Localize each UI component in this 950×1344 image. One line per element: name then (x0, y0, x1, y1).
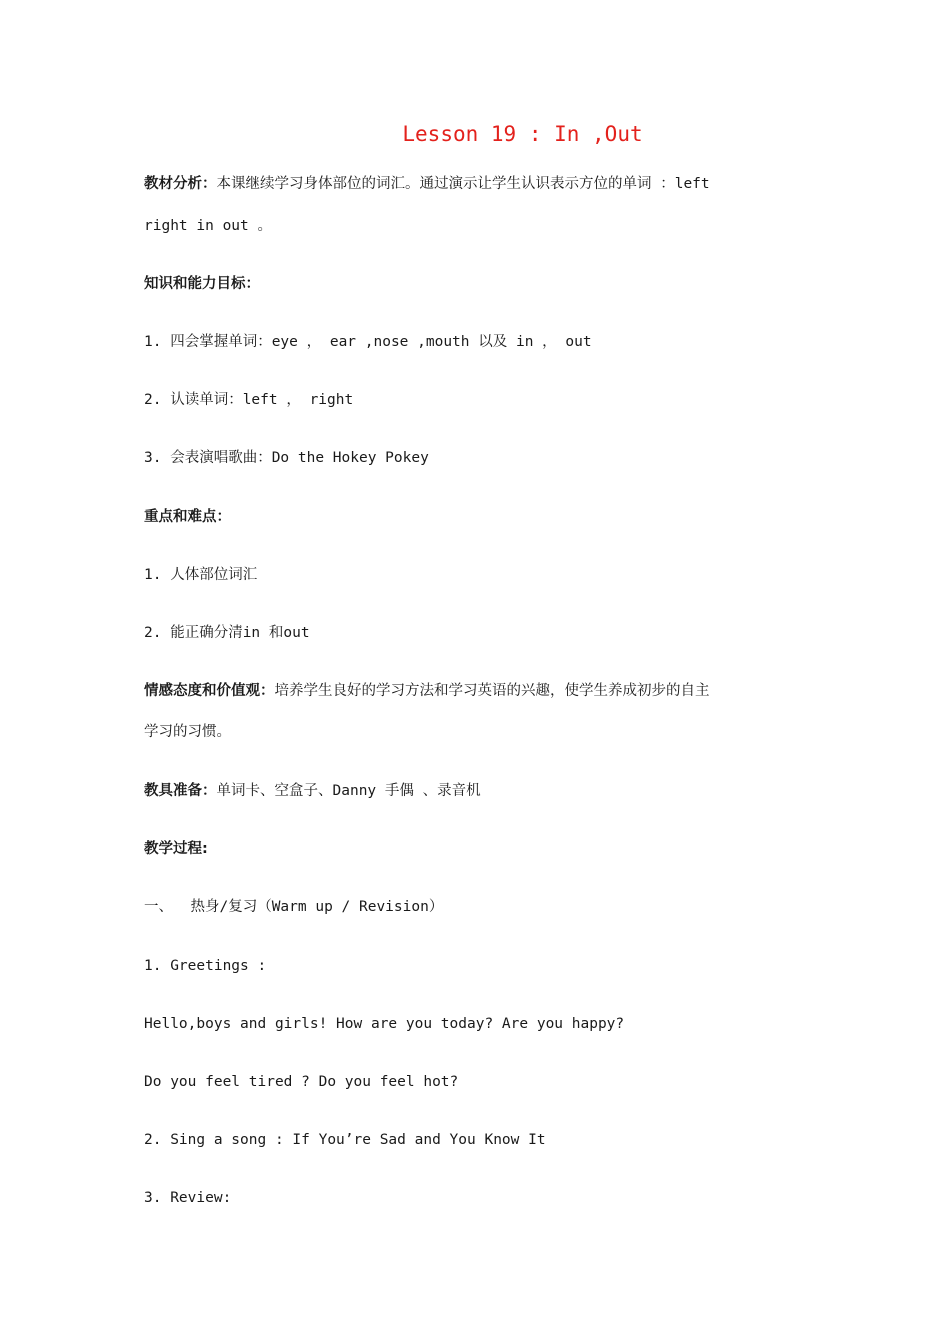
analysis-text: 本课继续学习身体部位的词汇。通过演示让学生认识表示方位的单词 ：left (216, 176, 710, 192)
analysis-label: 教材分析： (144, 176, 217, 192)
values-paragraph (144, 681, 710, 701)
greetings-item: 1. Greetings : (144, 958, 267, 974)
greeting-line: Do you feel tired ? Do you feel hot? (144, 1074, 459, 1090)
sing-song-item: 2. Sing a song : If You’re Sad and You Know It (144, 1132, 546, 1148)
goal-item: 1. 四会掌握单词：eye ， ear ,nose ,mouth 以及 in ， out (144, 334, 592, 350)
lesson-title: Lesson 19 : In ,Out (402, 122, 643, 146)
process-step: 一、 热身/复习（Warm up / Revision） (144, 899, 444, 915)
key-point-item: 1. 人体部位词汇 (144, 567, 258, 583)
analysis-paragraph (144, 174, 710, 194)
key-point-item: 2. 能正确分清in 和out (144, 625, 310, 641)
process-heading: 教学过程: (144, 841, 208, 857)
materials-paragraph (144, 781, 481, 801)
review-item: 3. Review: (144, 1190, 232, 1206)
values-text-continued: 学习的习惯。 (144, 724, 231, 740)
goal-item: 3. 会表演唱歌曲：Do the Hokey Pokey (144, 450, 429, 466)
greeting-line: Hello,boys and girls! How are you today? Are you happy? (144, 1016, 625, 1032)
key-points-heading: 重点和难点： (144, 509, 231, 525)
materials-label: 教具准备： (144, 783, 217, 799)
values-label: 情感态度和价值观： (144, 683, 275, 699)
goals-heading: 知识和能力目标： (144, 276, 260, 292)
materials-text: 单词卡、空盒子、Danny 手偶 、录音机 (216, 783, 481, 799)
goal-item: 2. 认读单词：left ， right (144, 392, 354, 408)
analysis-text-continued: right in out 。 (144, 218, 272, 234)
values-text: 培养学生良好的学习方法和学习英语的兴趣，使学生养成初步的自主 (274, 683, 710, 699)
